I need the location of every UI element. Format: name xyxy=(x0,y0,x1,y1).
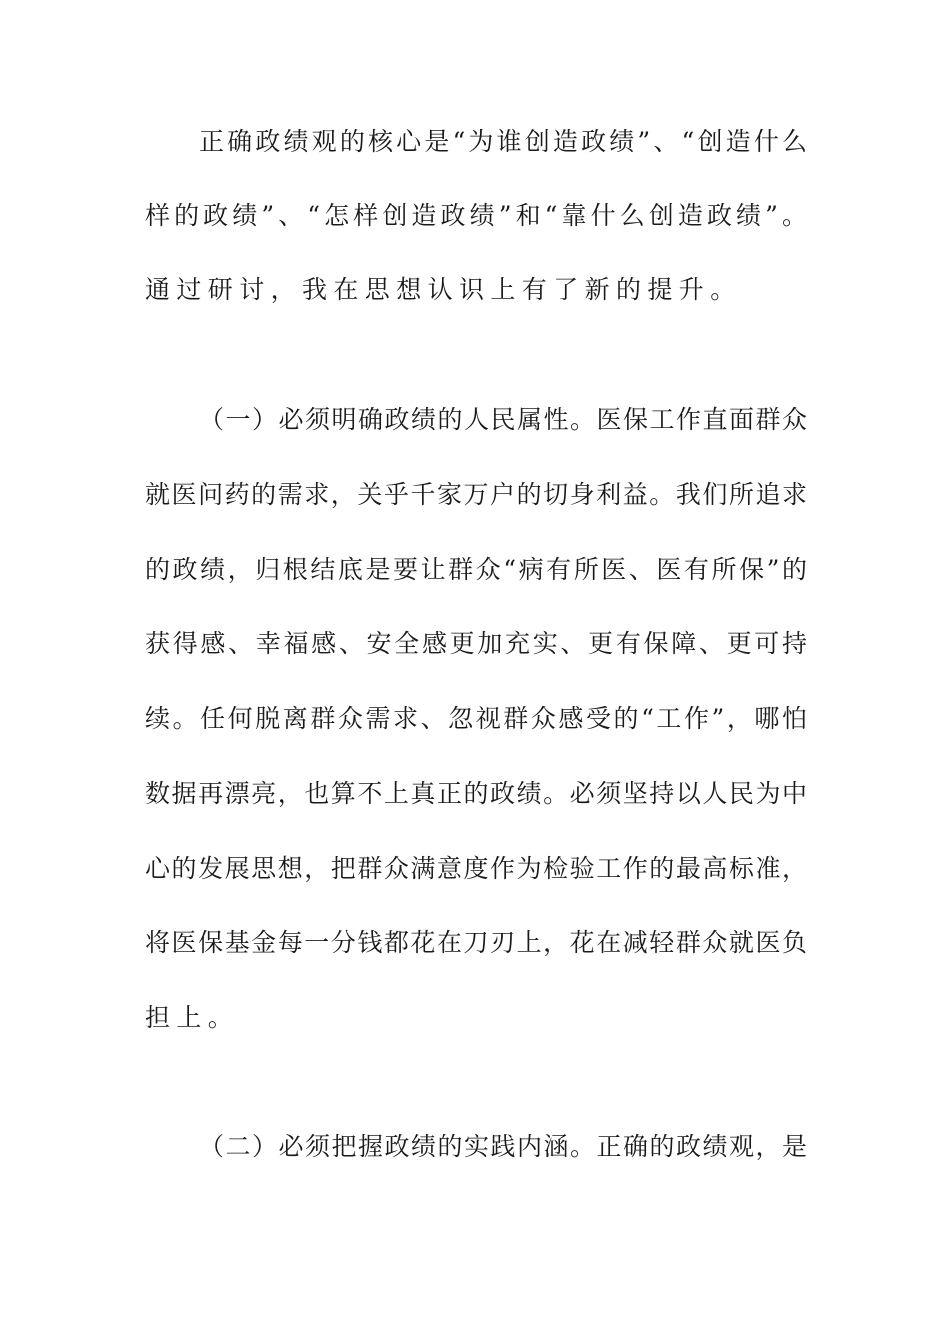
text-line: 数据再漂亮，也算不上真正的政绩。必须坚持以人民为中 xyxy=(145,779,807,808)
text-line: 将医保基金每一分钱都花在刀刃上，花在减轻群众就医负 xyxy=(145,928,807,957)
text-line: （一）必须明确政绩的人民属性。医保工作直面群众 xyxy=(199,405,807,434)
text-line: 的政绩，归根结底是要让群众“病有所医、医有所保”的 xyxy=(145,555,807,584)
text-line: 心的发展思想，把群众满意度作为检验工作的最高标准， xyxy=(145,854,807,883)
text-line: 就医问药的需求，关乎千家万户的切身利益。我们所追求 xyxy=(145,480,807,509)
text-line: 样的政绩”、“怎样创造政绩”和“靠什么创造政绩”。 xyxy=(145,201,807,230)
text-line: 正确政绩观的核心是“为谁创造政绩”、“创造什么 xyxy=(199,127,807,156)
text-line: 担上。 xyxy=(145,1003,240,1032)
text-line: （二）必须把握政绩的实践内涵。正确的政绩观，是 xyxy=(199,1132,807,1161)
text-line: 续。任何脱离群众需求、忽视群众感受的“工作”，哪怕 xyxy=(145,704,807,733)
text-line: 获得感、幸福感、安全感更加充实、更有保障、更可持 xyxy=(145,629,807,658)
text-line: 通过研讨，我在思想认识上有了新的提升。 xyxy=(145,275,742,304)
